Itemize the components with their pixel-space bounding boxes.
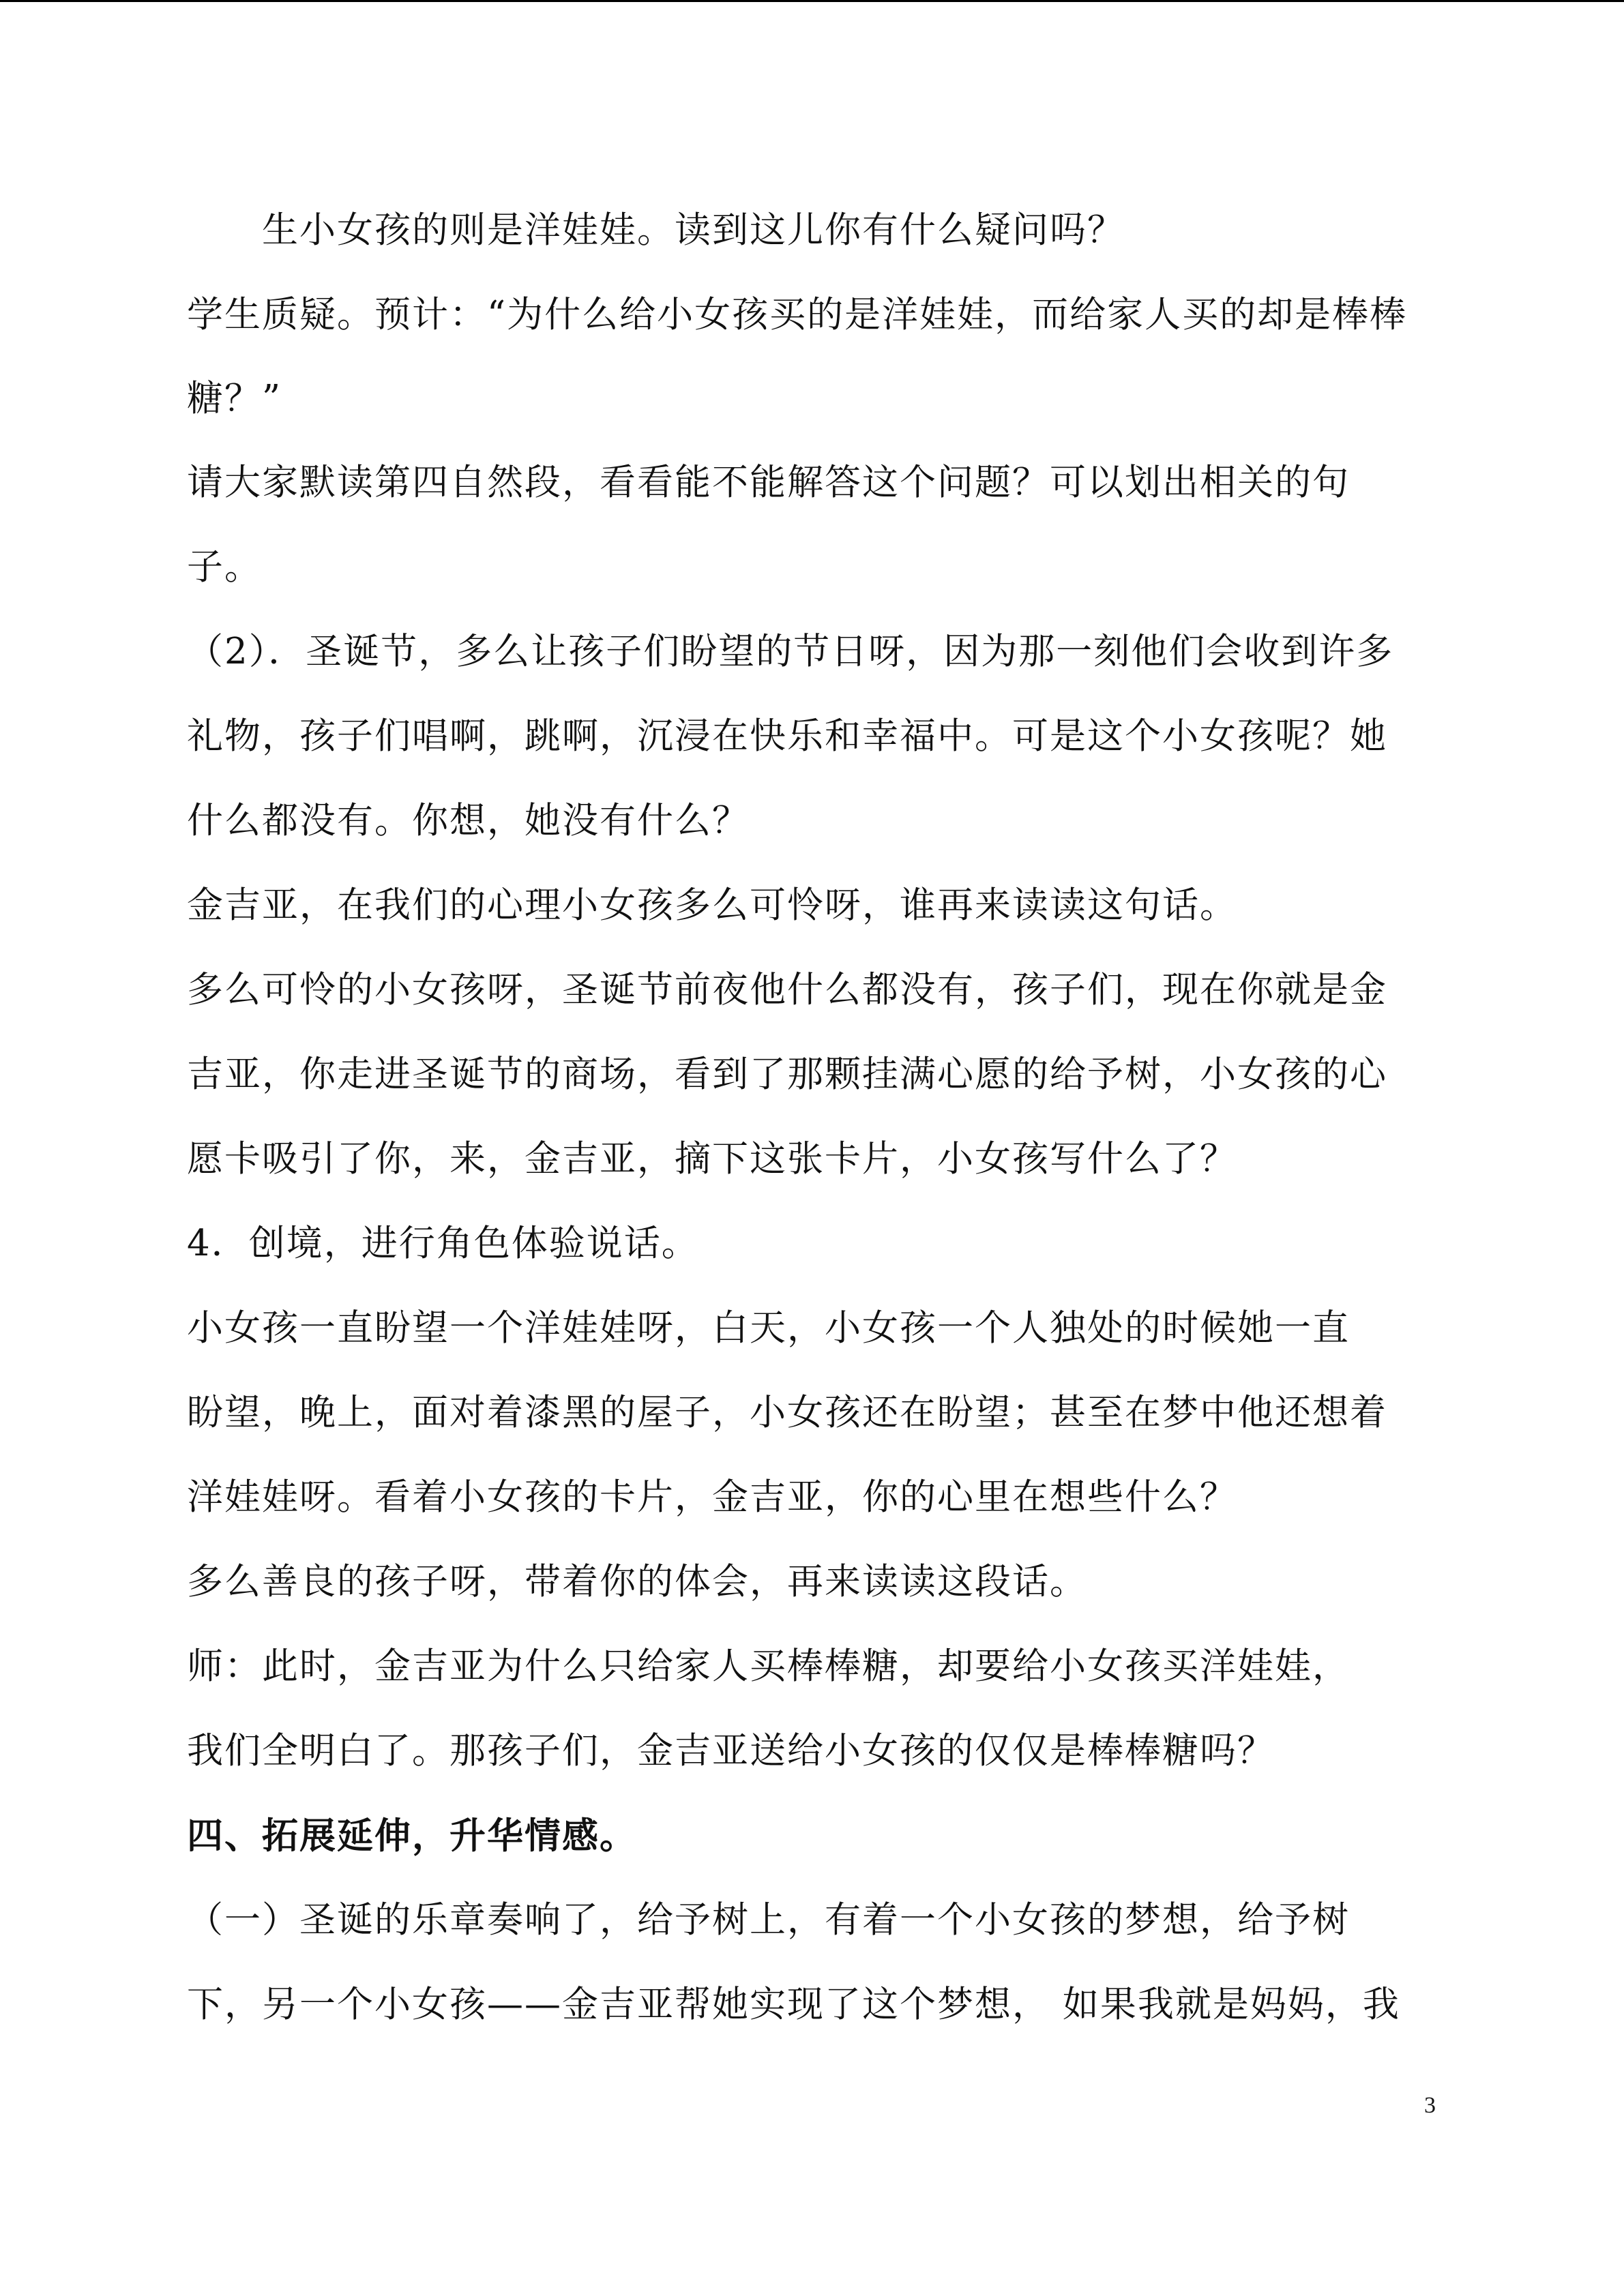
text-line-8: 什么都没有。你想，她没有什么？ (187, 800, 750, 841)
text-line-5: 子。 (187, 546, 262, 588)
text-line-6: （2）．圣诞节，多么让孩子们盼望的节日呀，因为那一刻他们会收到许多 (187, 631, 1394, 672)
text-line-19: 我们全明白了。那孩子们，金吉亚送给小女孩的仅仅是棒棒糖吗？ (187, 1730, 1275, 1772)
text-line-4: 请大家默读第四自然段，看看能不能解答这个问题？可以划出相关的句 (187, 462, 1350, 503)
text-line-2: 学生质疑。预计：“为什么给小女孩买的是洋娃娃，而给家人买的却是棒棒 (187, 294, 1408, 336)
text-line-18: 师：此时，金吉亚为什么只给家人买棒棒糖，却要给小女孩买洋娃娃， (187, 1645, 1350, 1687)
text-line-15: 盼望，晚上，面对着漆黑的屋子，小女孩还在盼望；甚至在梦中他还想着 (187, 1392, 1387, 1433)
text-line-12: 愿卡吸引了你，来，金吉亚，摘下这张卡片，小女孩写什么了？ (187, 1138, 1237, 1180)
text-line-11: 吉亚，你走进圣诞节的商场，看到了那颗挂满心愿的给予树，小女孩的心 (187, 1054, 1387, 1095)
text-line-14: 小女孩一直盼望一个洋娃娃呀，白天，小女孩一个人独处的时候她一直 (187, 1307, 1350, 1349)
text-line-16: 洋娃娃呀。看着小女孩的卡片，金吉亚，你的心里在想些什么？ (187, 1476, 1237, 1518)
section-heading-extension: 四、拓展延伸，升华情感。 (187, 1815, 637, 1857)
page-number: 3 (1424, 2093, 1436, 2118)
text-line-9: 金吉亚，在我们的心理小女孩多么可怜呀，谁再来读读这句话。 (187, 884, 1237, 926)
text-line-22: 下，另一个小女孩——金吉亚帮她实现了这个梦想， 如果我就是妈妈，我 (187, 1984, 1400, 2025)
text-line-10: 多么可怜的小女孩呀，圣诞节前夜他什么都没有，孩子们，现在你就是金 (187, 969, 1387, 1011)
text-line-7: 礼物，孩子们唱啊，跳啊，沉浸在快乐和幸福中。可是这个小女孩呢？她 (187, 715, 1387, 757)
section-heading-4: 4．创境，进行角色体验说话。 (187, 1223, 699, 1264)
text-line-1: 生小女孩的则是洋娃娃。读到这儿你有什么疑问吗？ (187, 209, 1125, 251)
text-line-3: 糖？” (187, 378, 282, 419)
text-line-17: 多么善良的孩子呀，带着你的体会，再来读读这段话。 (187, 1561, 1087, 1602)
text-line-21: （一）圣诞的乐章奏响了，给予树上，有着一个小女孩的梦想，给予树 (187, 1899, 1350, 1941)
